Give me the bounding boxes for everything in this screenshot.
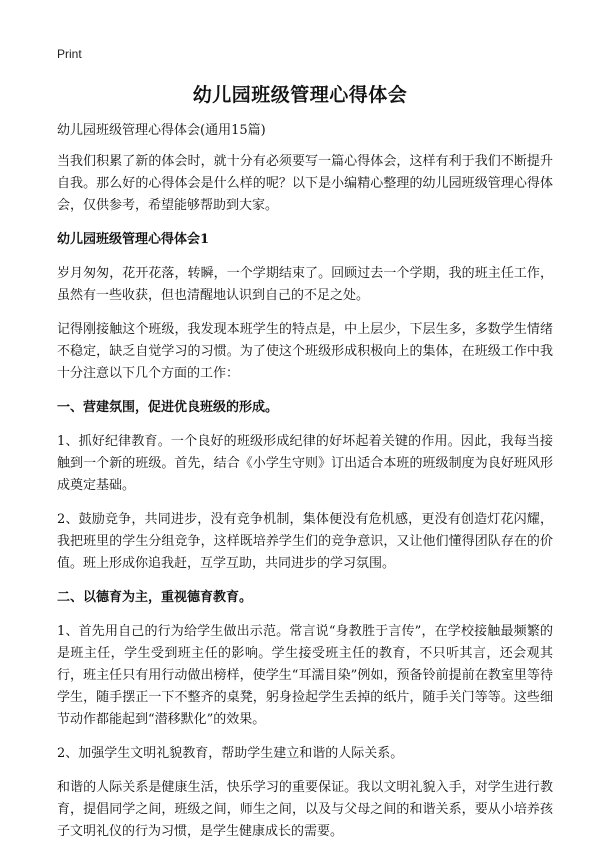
page-title: 幼儿园班级管理心得体会 (192, 84, 408, 106)
intro-paragraph: 当我们积累了新的体会时，就十分有必须要写一篇心得体会，这样有利于我们不断提升自我。那么好的心得体会是什么样的呢？以下是小编精心整理的幼儿园班级管理心得体会，仅供参考，希望能够帮助到大家。 (57, 154, 553, 213)
paragraph: 2、鼓励竞争，共同进步，没有竞争机制，集体便没有危机感，更没有创造灯花闪耀，我把班里的学生分组竞争，这样既培养学生们的竞争意识，又让他们懂得团队存在的价值。班上形成你追我赶，互学互助，共同进步的学习氛围。 (57, 512, 553, 571)
section-heading: 幼儿园班级管理心得体会1 (57, 232, 210, 247)
print-link[interactable]: Print (57, 47, 82, 61)
document-body (57, 120, 553, 855)
subsection-heading: 二、以德育为主，重视德育教育。 (57, 590, 253, 605)
paragraph: 岁月匆匆，花开花落，转瞬，一个学期结束了。回顾过去一个学期，我的班主任工作，虽然有一些收获，但也清醒地认识到自己的不足之处。 (57, 266, 553, 303)
subsection-heading: 一、营建氛围，促进优良班级的形成。 (57, 400, 279, 415)
paragraph: 1、首先用自己的行为给学生做出示范。常言说“身教胜于言传”，在学校接触最频繁的是班主任，学生受到班主任的影响。学生接受班主任的教育，不只听其言，还会观其行，班主任只有用行动做出榜样，使学生“耳濡目染”例如，预备铃前提前在教室里等待学生，随手摆正一下不整齐的桌凳，躬身捡起学生丢掉的纸片，随手关门等等。这些细节动作都能起到“潜移默化”的效果。 (57, 624, 553, 727)
paragraph: 2、加强学生文明礼貌教育，帮助学生建立和谐的人际关系。 (57, 746, 404, 761)
paragraph: 和谐的人际关系是健康生活，快乐学习的重要保证。我以文明礼貌入手，对学生进行教育，提倡同学之间，班级之间，师生之间，以及与父母之间的和谐关系，要从小培养孩子文明礼仪的行为习惯，是学生健康成长的需要。 (57, 780, 553, 839)
document-subtitle: 幼儿园班级管理心得体会(通用15篇) (57, 123, 266, 138)
paragraph: 记得刚接触这个班级，我发现本班学生的特点是，中上层少，下层生多，多数学生情绪不稳定，缺乏自觉学习的习惯。为了使这个班级形成积极向上的集体，在班级工作中我十分注意以下几个方面的工作： (57, 322, 553, 381)
paragraph: 1、抓好纪律教育。一个良好的班级形成纪律的好坏起着关键的作用。因此，我每当接触到一个新的班级。首先，结合《小学生守则》订出适合本班的班级制度为良好班风形成奠定基础。 (57, 434, 553, 493)
